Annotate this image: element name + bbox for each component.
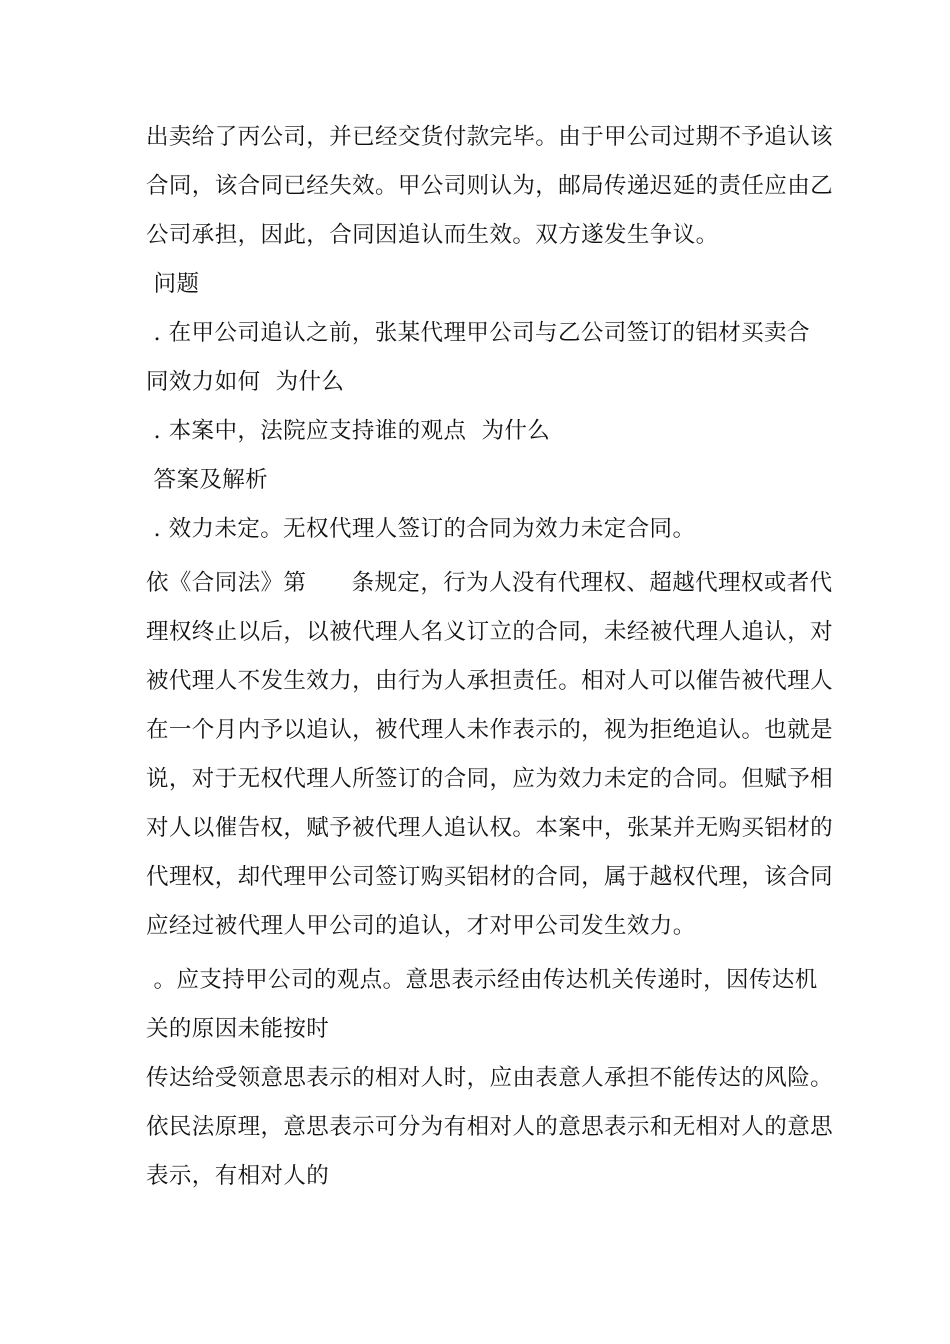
section-heading: 问题 xyxy=(146,271,200,297)
text-line: 表示，有相对人的 xyxy=(146,1163,330,1189)
text-line: 对人以催告权，赋予被代理人追认权。本案中，张某并无购买铝材的 xyxy=(146,815,834,841)
text-line: 在一个月内予以追认，被代理人未作表示的，视为拒绝追认。也就是 xyxy=(146,717,834,743)
text-line: 被代理人不发生效力，由行为人承担责任。相对人可以催告被代理人 xyxy=(146,668,834,694)
answer-item: 。应支持甲公司的观点。意思表示经由传达机关传递时，因传达机 xyxy=(146,967,818,993)
text-line: 出卖给了丙公司，并已经交货付款完毕。由于甲公司过期不予追认该 xyxy=(146,124,834,150)
question-item: . 在甲公司追认之前，张某代理甲公司与乙公司签订的铝材买卖合 xyxy=(146,320,810,346)
text-line: 依民法原理，意思表示可分为有相对人的意思表示和无相对人的意思 xyxy=(146,1114,834,1140)
section-heading: 答案及解析 xyxy=(146,467,269,493)
text-line: 同效力如何 为什么 xyxy=(146,369,345,395)
question-item: . 本案中，法院应支持谁的观点 为什么 xyxy=(146,418,551,444)
text-line: 合同，该合同已经失效。甲公司则认为，邮局传递迟延的责任应由乙 xyxy=(146,173,834,199)
text-line: 依《合同法》第 条规定，行为人没有代理权、超越代理权或者代 xyxy=(146,570,833,596)
text-line: 理权终止以后，以被代理人名义订立的合同，未经被代理人追认，对 xyxy=(146,619,834,645)
text-line: 关的原因未能按时 xyxy=(146,1016,330,1042)
text-line: 应经过被代理人甲公司的追认，才对甲公司发生效力。 xyxy=(146,913,696,939)
answer-item: . 效力未定。无权代理人签订的合同为效力未定合同。 xyxy=(146,516,696,542)
text-line: 说，对于无权代理人所签订的合同，应为效力未定的合同。但赋予相 xyxy=(146,766,834,792)
text-line: 代理权，却代理甲公司签订购买铝材的合同，属于越权代理，该合同 xyxy=(146,864,834,890)
text-line: 传达给受领意思表示的相对人时，应由表意人承担不能传达的风险。 xyxy=(146,1065,834,1091)
text-line: 公司承担，因此，合同因追认而生效。双方遂发生争议。 xyxy=(146,222,719,248)
